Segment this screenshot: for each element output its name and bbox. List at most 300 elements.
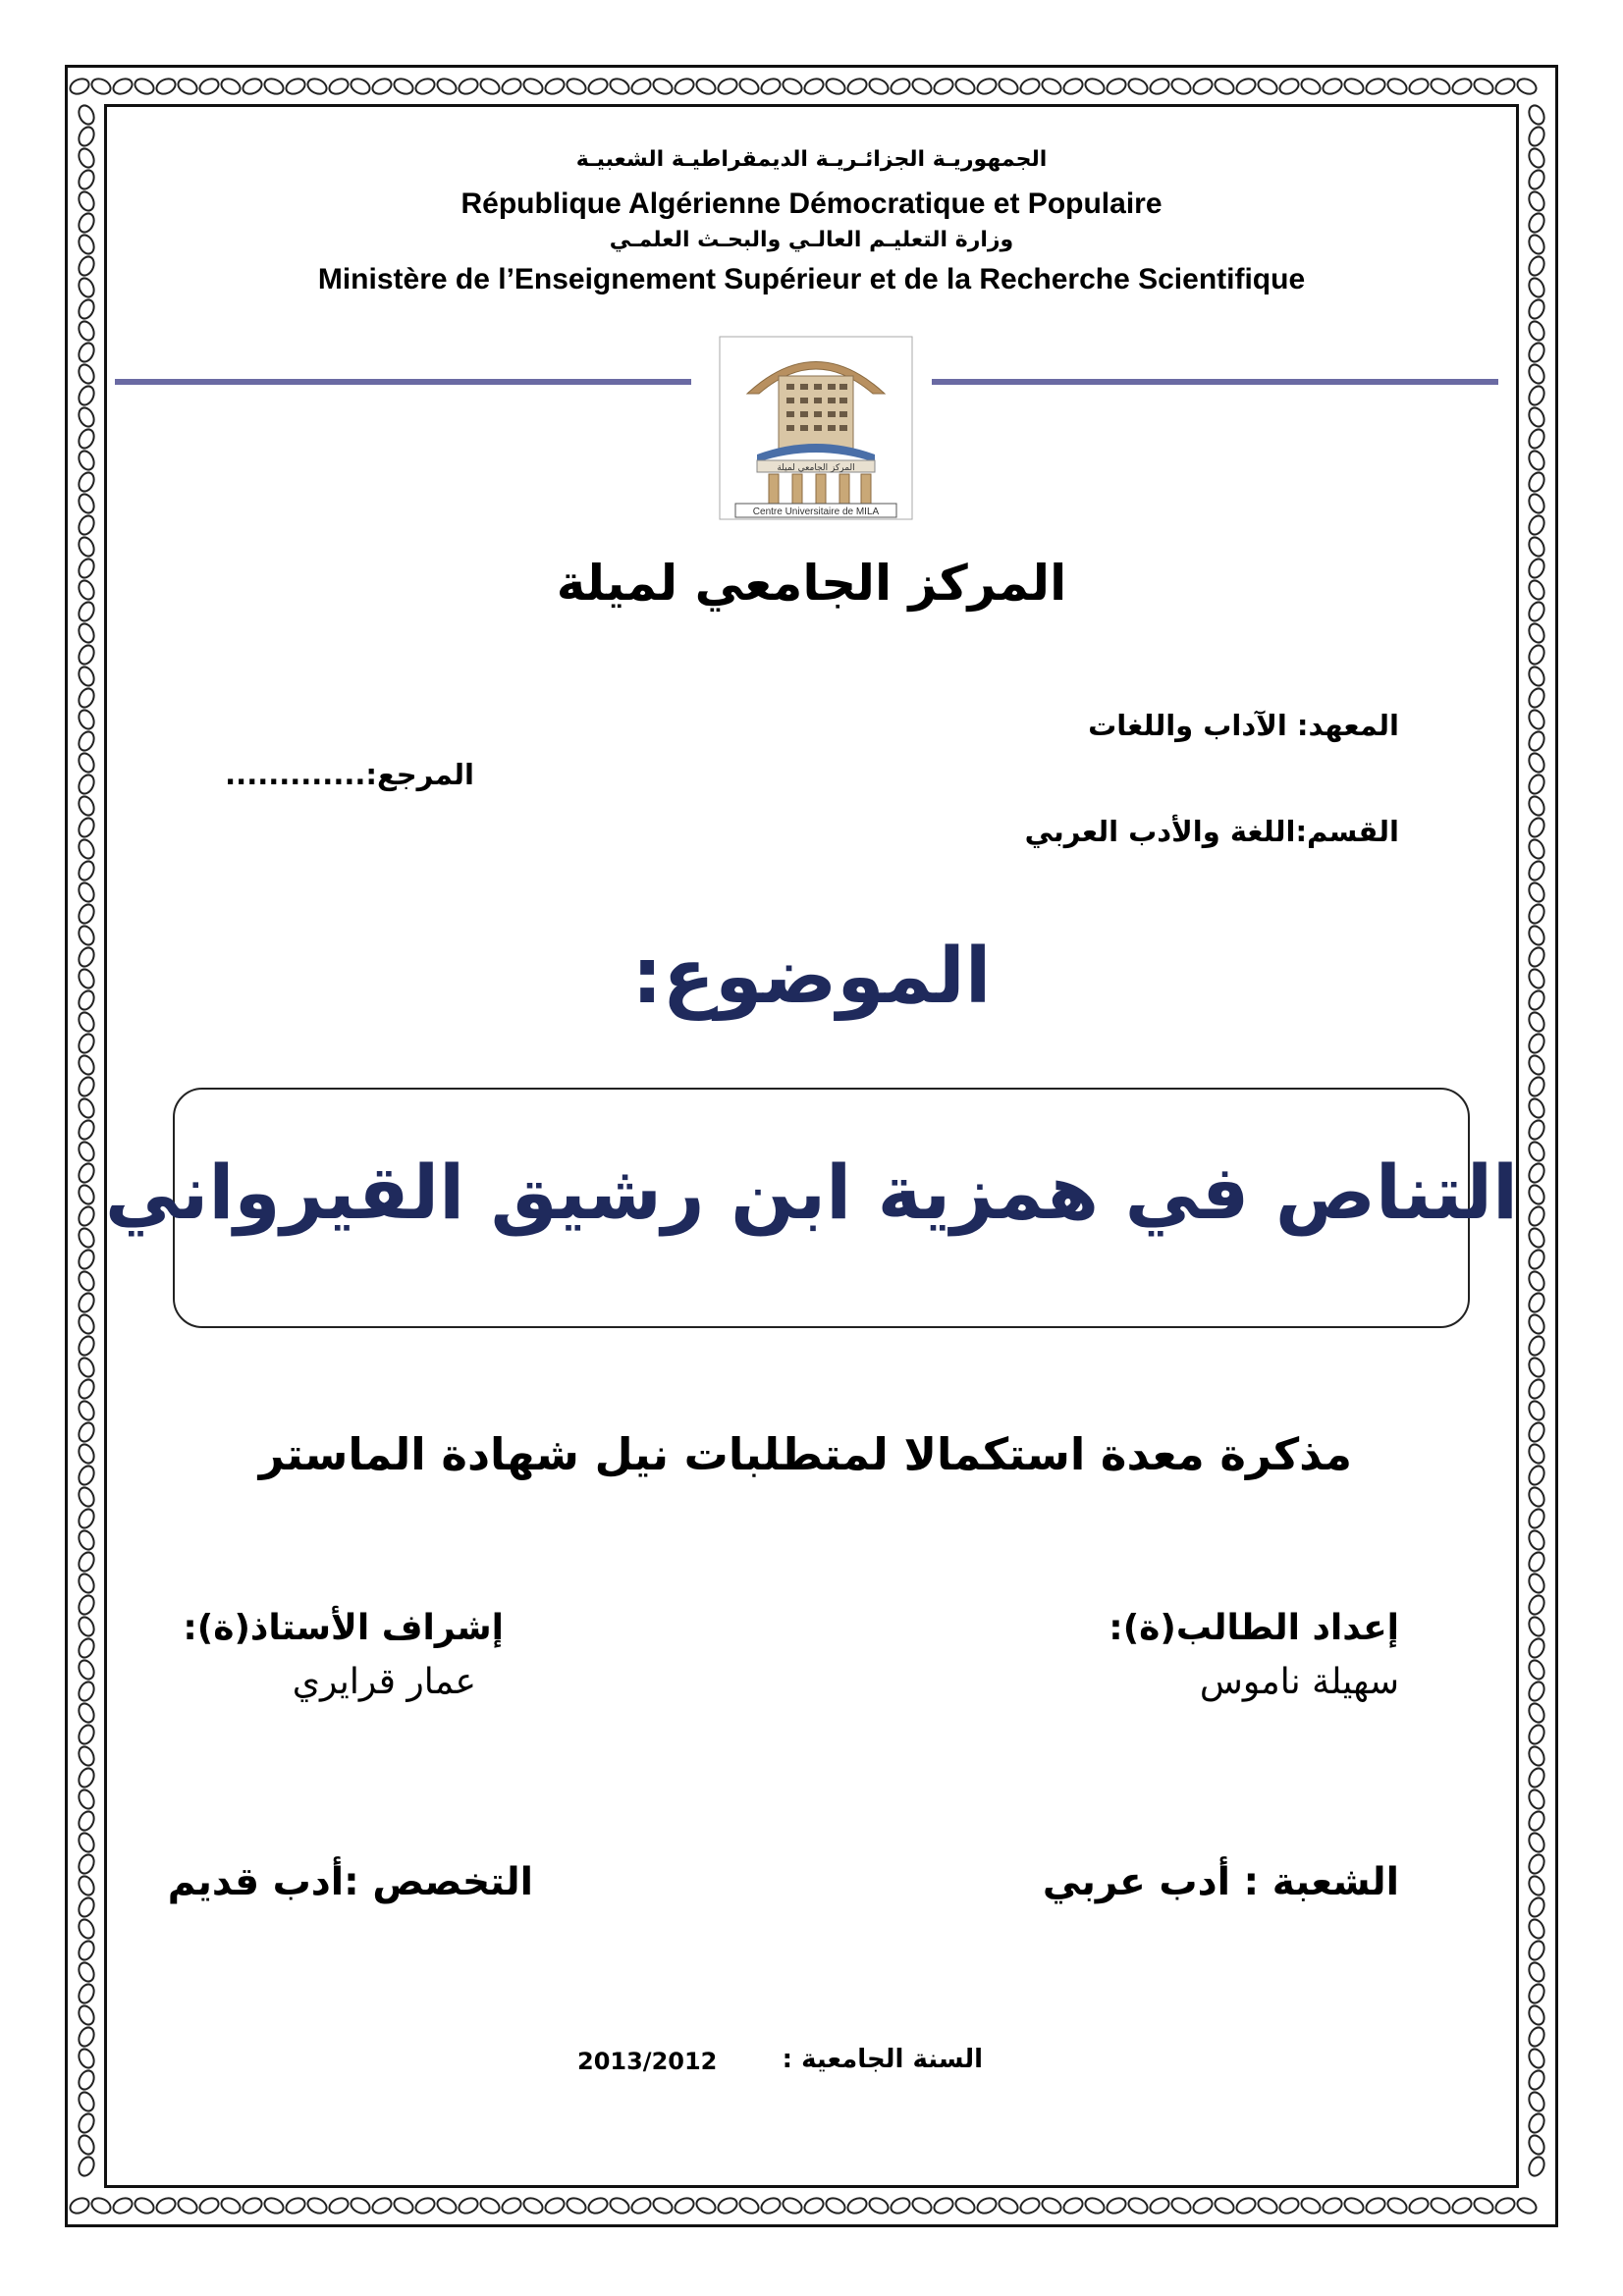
border-link [565,2195,588,2216]
border-link [975,76,999,96]
border-link [1526,621,1546,645]
border-link [1493,2195,1517,2216]
border-link [76,1572,96,1595]
border-link [565,76,588,96]
border-link [1526,125,1546,148]
border-link [1385,2195,1409,2216]
border-link [413,2195,437,2216]
border-link [1526,1615,1546,1638]
border-link [1526,1528,1546,1552]
border-link [500,76,523,96]
border-link [76,2111,96,2135]
border-link [586,76,610,96]
border-link [1526,2047,1546,2070]
border-link [953,76,977,96]
border-link [1040,2195,1063,2216]
border-link [457,2195,480,2216]
border-link [76,621,96,645]
thesis-purpose: مذكرة معدة استكمالا لمتطلبات نيل شهادة الماستر [258,1428,1352,1480]
border-link [76,1248,96,1271]
border-link [1429,76,1452,96]
specialty-label: التخصص :أدب قديم [167,1860,533,1904]
header-rule-left [115,379,691,385]
border-link [1472,2195,1495,2216]
border-link [1526,2090,1546,2113]
border-link [910,2195,934,2216]
border-link [1083,2195,1107,2216]
border-link [76,1874,96,1897]
border-link [694,2195,718,2216]
border-link [953,2195,977,2216]
border-link [824,76,847,96]
border-link [1256,2195,1279,2216]
border-link [651,76,675,96]
border-link [76,837,96,861]
border-link [1148,76,1171,96]
border-link [76,1788,96,1811]
border-link [1234,2195,1258,2216]
republic-french: République Algérienne Démocratique et Populaire [460,187,1163,220]
border-link [867,2195,891,2216]
border-link [370,76,394,96]
border-link [1526,1118,1546,1142]
border-link [370,2195,394,2216]
border-link [1526,319,1546,343]
border-link [76,1312,96,1336]
border-link [1526,902,1546,926]
border-link [76,1528,96,1552]
border-link [133,76,156,96]
border-link [76,2003,96,2027]
border-link [76,1809,96,1833]
academic-year-label: السنة الجامعية : [782,2045,983,2074]
border-link [76,2133,96,2157]
border-link [889,76,912,96]
border-link [932,2195,955,2216]
border-link [1526,384,1546,407]
border-link [716,2195,739,2216]
border-link [1526,1572,1546,1595]
border-link [76,1485,96,1509]
border-link [76,1658,96,1682]
border-link [1472,76,1495,96]
border-link [89,76,113,96]
border-link [1526,794,1546,818]
border-link [1526,816,1546,839]
border-link [176,76,199,96]
border-link [845,2195,869,2216]
border-link [1526,427,1546,451]
border-link [867,76,891,96]
border-link [1040,76,1063,96]
border-link [76,1680,96,1703]
border-link [1018,2195,1042,2216]
student-name: سهيلة ناموس [1199,1662,1399,1702]
border-link [76,902,96,926]
border-link [76,2025,96,2049]
border-link [1526,1809,1546,1833]
border-link [76,2155,96,2178]
border-link [759,76,783,96]
border-link [76,1356,96,1379]
border-link [1450,2195,1474,2216]
border-link [76,513,96,537]
border-link [76,816,96,839]
border-link [1526,1766,1546,1789]
border-link [1526,881,1546,904]
border-link [1515,76,1539,96]
border-link [241,2195,264,2216]
border-link [76,470,96,494]
border-link [76,1939,96,1962]
border-link [1526,1377,1546,1401]
border-link [305,76,329,96]
border-link [76,1399,96,1422]
border-link [1526,1701,1546,1725]
border-link [1526,1248,1546,1271]
border-link [1191,2195,1215,2216]
border-link [1493,76,1517,96]
border-link [76,384,96,407]
border-link [219,2195,243,2216]
border-link [69,76,91,96]
border-link [435,2195,459,2216]
border-link [1083,76,1107,96]
border-link [1526,1075,1546,1098]
border-link [1234,76,1258,96]
border-link [1018,76,1042,96]
department-label: القسم:اللغة والأدب العربي [1024,815,1399,848]
border-link [1526,513,1546,537]
border-link [1526,2003,1546,2027]
border-link [76,881,96,904]
border-link [76,1334,96,1358]
border-link [1526,1917,1546,1941]
supervisor-label: إشراف الأستاذ(ة): [183,1608,504,1648]
border-link [76,1550,96,1574]
border-link [781,2195,804,2216]
border-link [1277,76,1301,96]
border-link [1526,1896,1546,1919]
border-link [89,2195,113,2216]
border-link [1526,1420,1546,1444]
border-link [76,1442,96,1466]
border-link [1526,1096,1546,1120]
border-pattern-left [69,104,104,2188]
border-link [76,643,96,667]
border-link [111,2195,135,2216]
border-link [1526,1312,1546,1336]
border-link [521,76,545,96]
border-link [1342,2195,1366,2216]
border-link [1526,837,1546,861]
border-link [1213,76,1236,96]
border-link [1450,76,1474,96]
border-link [262,76,286,96]
border-link [76,751,96,774]
border-link [457,76,480,96]
border-link [219,76,243,96]
border-link [781,76,804,96]
border-link [521,2195,545,2216]
border-link [586,2195,610,2216]
border-link [845,76,869,96]
border-link [197,2195,221,2216]
border-link [802,2195,826,2216]
border-link [1385,76,1409,96]
thesis-title: التناص في همزية ابن رشيق القيرواني [104,1148,1519,1236]
border-link [76,1896,96,1919]
border-link [824,2195,847,2216]
border-link [759,2195,783,2216]
border-link [1526,362,1546,386]
border-link [1407,76,1431,96]
border-link [1526,1593,1546,1617]
border-link [1526,449,1546,472]
border-link [1526,1464,1546,1487]
border-link [1526,686,1546,710]
border-link [1526,104,1546,127]
border-link [262,2195,286,2216]
border-link [1299,76,1323,96]
border-link [1526,1744,1546,1768]
border-link [1515,2195,1539,2216]
border-link [1169,76,1193,96]
border-link [76,1269,96,1293]
border-link [1526,2068,1546,2092]
border-link [76,1615,96,1638]
border-link [327,2195,351,2216]
border-link [1364,76,1387,96]
border-link [1526,708,1546,731]
border-link [1526,2155,1546,2178]
border-link [1526,1874,1546,1897]
border-link [716,76,739,96]
border-link [1061,76,1085,96]
ministry-french: Ministère de l’Enseignement Supérieur et de la Recherche Scientifique [317,263,1306,295]
border-link [1526,1658,1546,1682]
border-link [500,2195,523,2216]
border-link [1526,1982,1546,2005]
border-link [1526,1636,1546,1660]
border-link [76,1744,96,1768]
supervisor-name: عمار قرايري [292,1662,476,1702]
border-link [1526,1032,1546,1055]
border-link [1105,2195,1128,2216]
border-link [1126,76,1150,96]
border-link [76,1852,96,1876]
border-link [1526,1960,1546,1984]
border-link [76,859,96,882]
border-link [1342,76,1366,96]
border-link [76,427,96,451]
border-link [76,729,96,753]
border-link [1126,2195,1150,2216]
border-link [154,76,178,96]
border-link [76,1636,96,1660]
border-link [76,362,96,386]
reference-label: المرجع:............. [225,758,474,791]
border-link [69,2195,91,2216]
border-link [327,76,351,96]
border-link [608,2195,631,2216]
border-link [1526,665,1546,688]
border-link [305,2195,329,2216]
university-logo [718,335,914,521]
border-link [651,2195,675,2216]
border-link [673,2195,696,2216]
border-link [1526,1334,1546,1358]
border-link [76,405,96,429]
border-link [133,2195,156,2216]
border-link [1105,76,1128,96]
branch-label: الشعبة : أدب عربي [1042,1860,1399,1904]
border-link [76,1032,96,1055]
border-link [76,773,96,796]
border-link [1256,76,1279,96]
border-link [1526,1356,1546,1379]
border-link [478,2195,502,2216]
border-link [1526,1550,1546,1574]
border-link [392,76,415,96]
border-link [1526,773,1546,796]
border-link [1526,470,1546,494]
border-link [1526,751,1546,774]
border-link [76,1701,96,1725]
border-link [1526,1399,1546,1422]
border-link [76,1723,96,1746]
border-link [1526,1269,1546,1293]
border-link [76,686,96,710]
border-link [1526,643,1546,667]
border-link [1169,2195,1193,2216]
border-link [76,2047,96,2070]
border-link [673,76,696,96]
border-link [76,1291,96,1314]
border-link [1061,2195,1085,2216]
border-link [284,76,307,96]
border-link [1364,2195,1387,2216]
academic-year-value: 2013/2012 [577,2048,718,2075]
border-link [910,76,934,96]
border-link [349,2195,372,2216]
border-link [737,2195,761,2216]
border-link [76,1053,96,1077]
border-link [1526,405,1546,429]
border-link [1526,729,1546,753]
border-link [1526,1053,1546,1077]
border-link [392,2195,415,2216]
border-link [1407,2195,1431,2216]
border-link [997,2195,1020,2216]
border-link [543,2195,567,2216]
border-link [76,297,96,321]
border-link [1148,2195,1171,2216]
border-link [1526,341,1546,364]
border-link [975,2195,999,2216]
border-link [1526,1507,1546,1530]
institution-name: المركز الجامعي لميلة [556,555,1067,612]
border-link [76,1377,96,1401]
border-link [694,76,718,96]
student-label: إعداد الطالب(ة): [1109,1608,1399,1648]
border-link [997,76,1020,96]
border-pattern-top [69,69,1554,104]
border-link [76,1464,96,1487]
border-link [1526,1723,1546,1746]
border-link [889,2195,912,2216]
border-link [1526,2025,1546,2049]
border-link [478,76,502,96]
border-link [1526,1939,1546,1962]
border-link [1526,1442,1546,1466]
border-link [76,341,96,364]
border-link [629,2195,653,2216]
border-link [197,76,221,96]
border-link [1526,1831,1546,1854]
ministry-arabic: وزارة التعليـم العالـي والبحـث العلمـي [609,228,1014,252]
border-link [629,76,653,96]
republic-arabic: الجمهوريـة الجزائـريـة الديمقراطيـة الشعبيـة [575,147,1048,172]
border-link [1526,2133,1546,2157]
border-link [76,2090,96,2113]
border-link [76,1593,96,1617]
border-link [76,492,96,515]
topic-label: الموضوع: [631,933,992,1021]
border-link [1526,297,1546,321]
border-link [111,76,135,96]
border-link [1321,76,1344,96]
border-link [76,1096,96,1120]
border-link [76,1766,96,1789]
border-link [241,76,264,96]
border-link [76,104,96,127]
border-link [1191,76,1215,96]
border-link [76,1982,96,2005]
border-link [1526,492,1546,515]
border-link [76,319,96,343]
border-link [76,665,96,688]
institute-label: المعهد: الآداب واللغات [1088,709,1399,742]
border-link [349,76,372,96]
border-link [1526,1852,1546,1876]
border-link [76,794,96,818]
border-link [76,125,96,148]
border-link [932,76,955,96]
border-link [76,1507,96,1530]
border-link [284,2195,307,2216]
border-link [1526,1291,1546,1314]
border-link [435,76,459,96]
border-link [154,2195,178,2216]
border-link [802,76,826,96]
border-link [1526,1680,1546,1703]
border-link [76,2068,96,2092]
border-link [413,76,437,96]
border-link [1213,2195,1236,2216]
border-link [1526,2111,1546,2135]
border-link [608,76,631,96]
border-link [76,1960,96,1984]
border-link [1321,2195,1344,2216]
border-link [76,1118,96,1142]
border-link [76,1420,96,1444]
border-pattern-right [1519,104,1554,2188]
border-link [76,708,96,731]
border-link [1299,2195,1323,2216]
border-link [76,1831,96,1854]
border-link [76,1917,96,1941]
